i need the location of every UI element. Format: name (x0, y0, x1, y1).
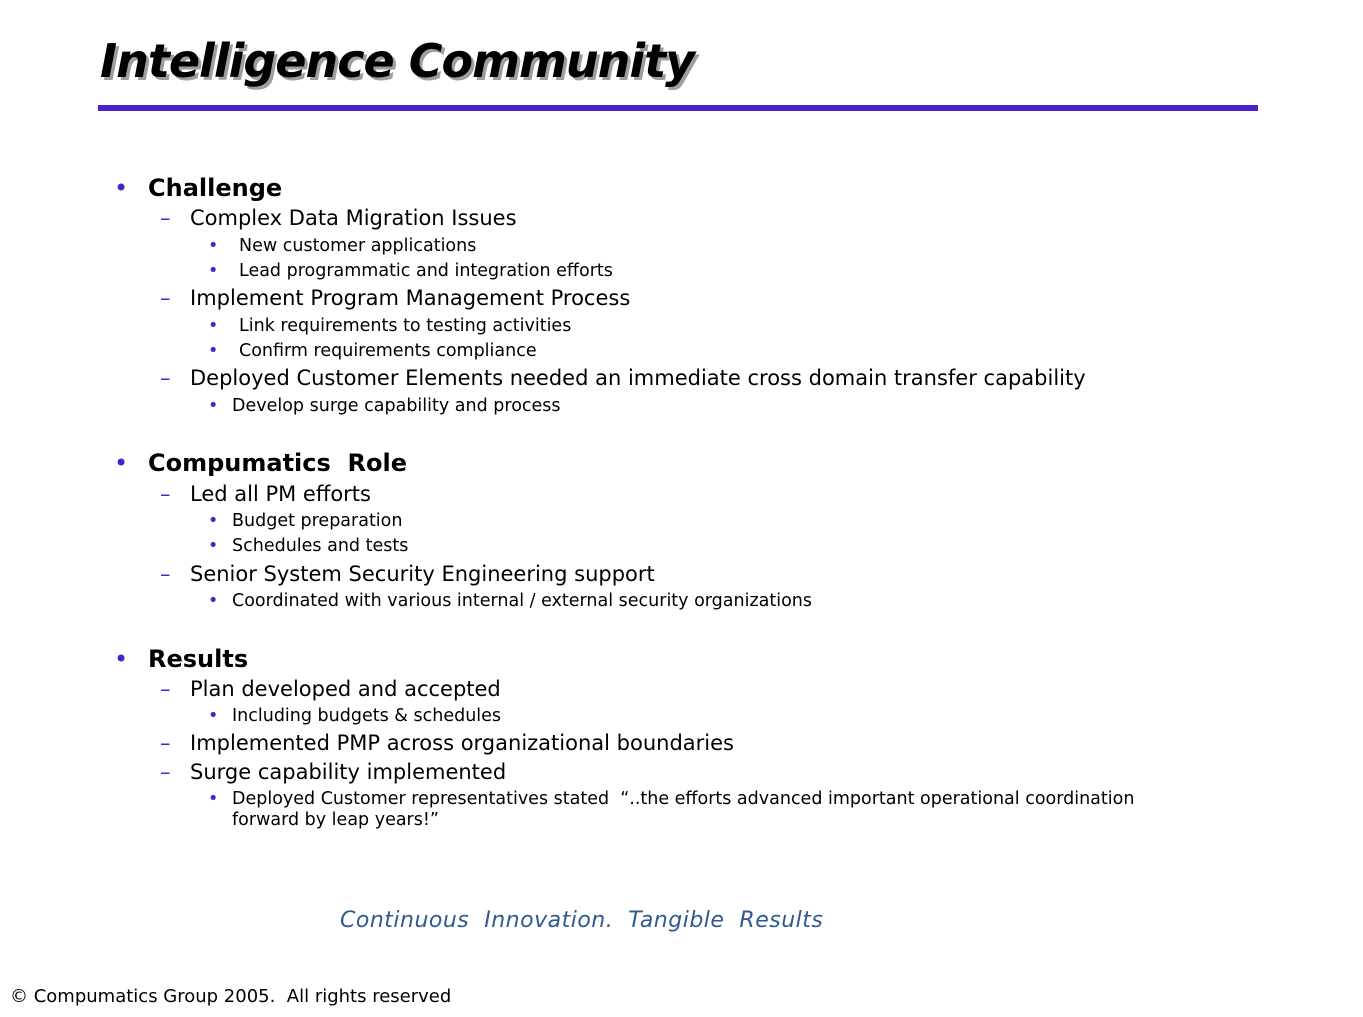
list-item: – Deployed Customer Elements needed an immediate cross domain transfer capability (160, 366, 1086, 390)
sub-list-item: • Coordinated with various internal / external security organizations (208, 591, 813, 611)
sub-list-item-quote: • Deployed Customer representatives stated “..the efforts advanced important operational coordination forward by leap years!” (208, 789, 1140, 830)
bullet-icon: • (208, 396, 219, 416)
dash-icon: – (160, 760, 171, 784)
copyright-footer: © Compumatics Group 2005. All rights reserved (10, 986, 452, 1007)
section-heading-results: • Results (114, 645, 249, 673)
dash-icon: – (160, 206, 171, 230)
list-item: – Led all PM efforts (160, 482, 371, 506)
list-item: – Senior System Security Engineering support (160, 562, 655, 586)
dash-icon: – (160, 562, 171, 586)
sub-list-item: • Schedules and tests (208, 536, 409, 556)
sub-list-item: • Lead programmatic and integration efforts (208, 261, 613, 281)
slide-title: Intelligence Community (100, 34, 695, 88)
dash-icon: – (160, 286, 171, 310)
bullet-icon: • (114, 174, 129, 202)
sub-list-item: • Confirm requirements compliance (208, 341, 537, 361)
dash-icon: – (160, 366, 171, 390)
bullet-icon: • (208, 511, 219, 531)
bullet-icon: • (208, 236, 219, 256)
sub-list-item: • Budget preparation (208, 511, 403, 531)
list-item: – Complex Data Migration Issues (160, 206, 517, 230)
bullet-icon: • (208, 591, 219, 611)
sub-list-item: • Develop surge capability and process (208, 396, 561, 416)
bullet-icon: • (208, 341, 219, 361)
title-underline (98, 105, 1258, 111)
tagline: Continuous Innovation. Tangible Results (340, 908, 824, 933)
bullet-icon: • (114, 645, 129, 673)
dash-icon: – (160, 677, 171, 701)
bullet-icon: • (208, 789, 219, 809)
list-item: – Implement Program Management Process (160, 286, 631, 310)
list-item: – Implemented PMP across organizational boundaries (160, 731, 734, 755)
list-item: – Surge capability implemented (160, 760, 507, 784)
sub-list-item: • Link requirements to testing activities (208, 316, 572, 336)
sub-list-item: • Including budgets & schedules (208, 706, 502, 726)
bullet-icon: • (208, 316, 219, 336)
bullet-icon: • (114, 449, 129, 477)
dash-icon: – (160, 482, 171, 506)
sub-list-item: • New customer applications (208, 236, 477, 256)
section-heading-challenge: • Challenge (114, 174, 283, 202)
dash-icon: – (160, 731, 171, 755)
bullet-icon: • (208, 536, 219, 556)
bullet-icon: • (208, 706, 219, 726)
bullet-icon: • (208, 261, 219, 281)
section-heading-role: • Compumatics Role (114, 449, 407, 477)
list-item: – Plan developed and accepted (160, 677, 501, 701)
